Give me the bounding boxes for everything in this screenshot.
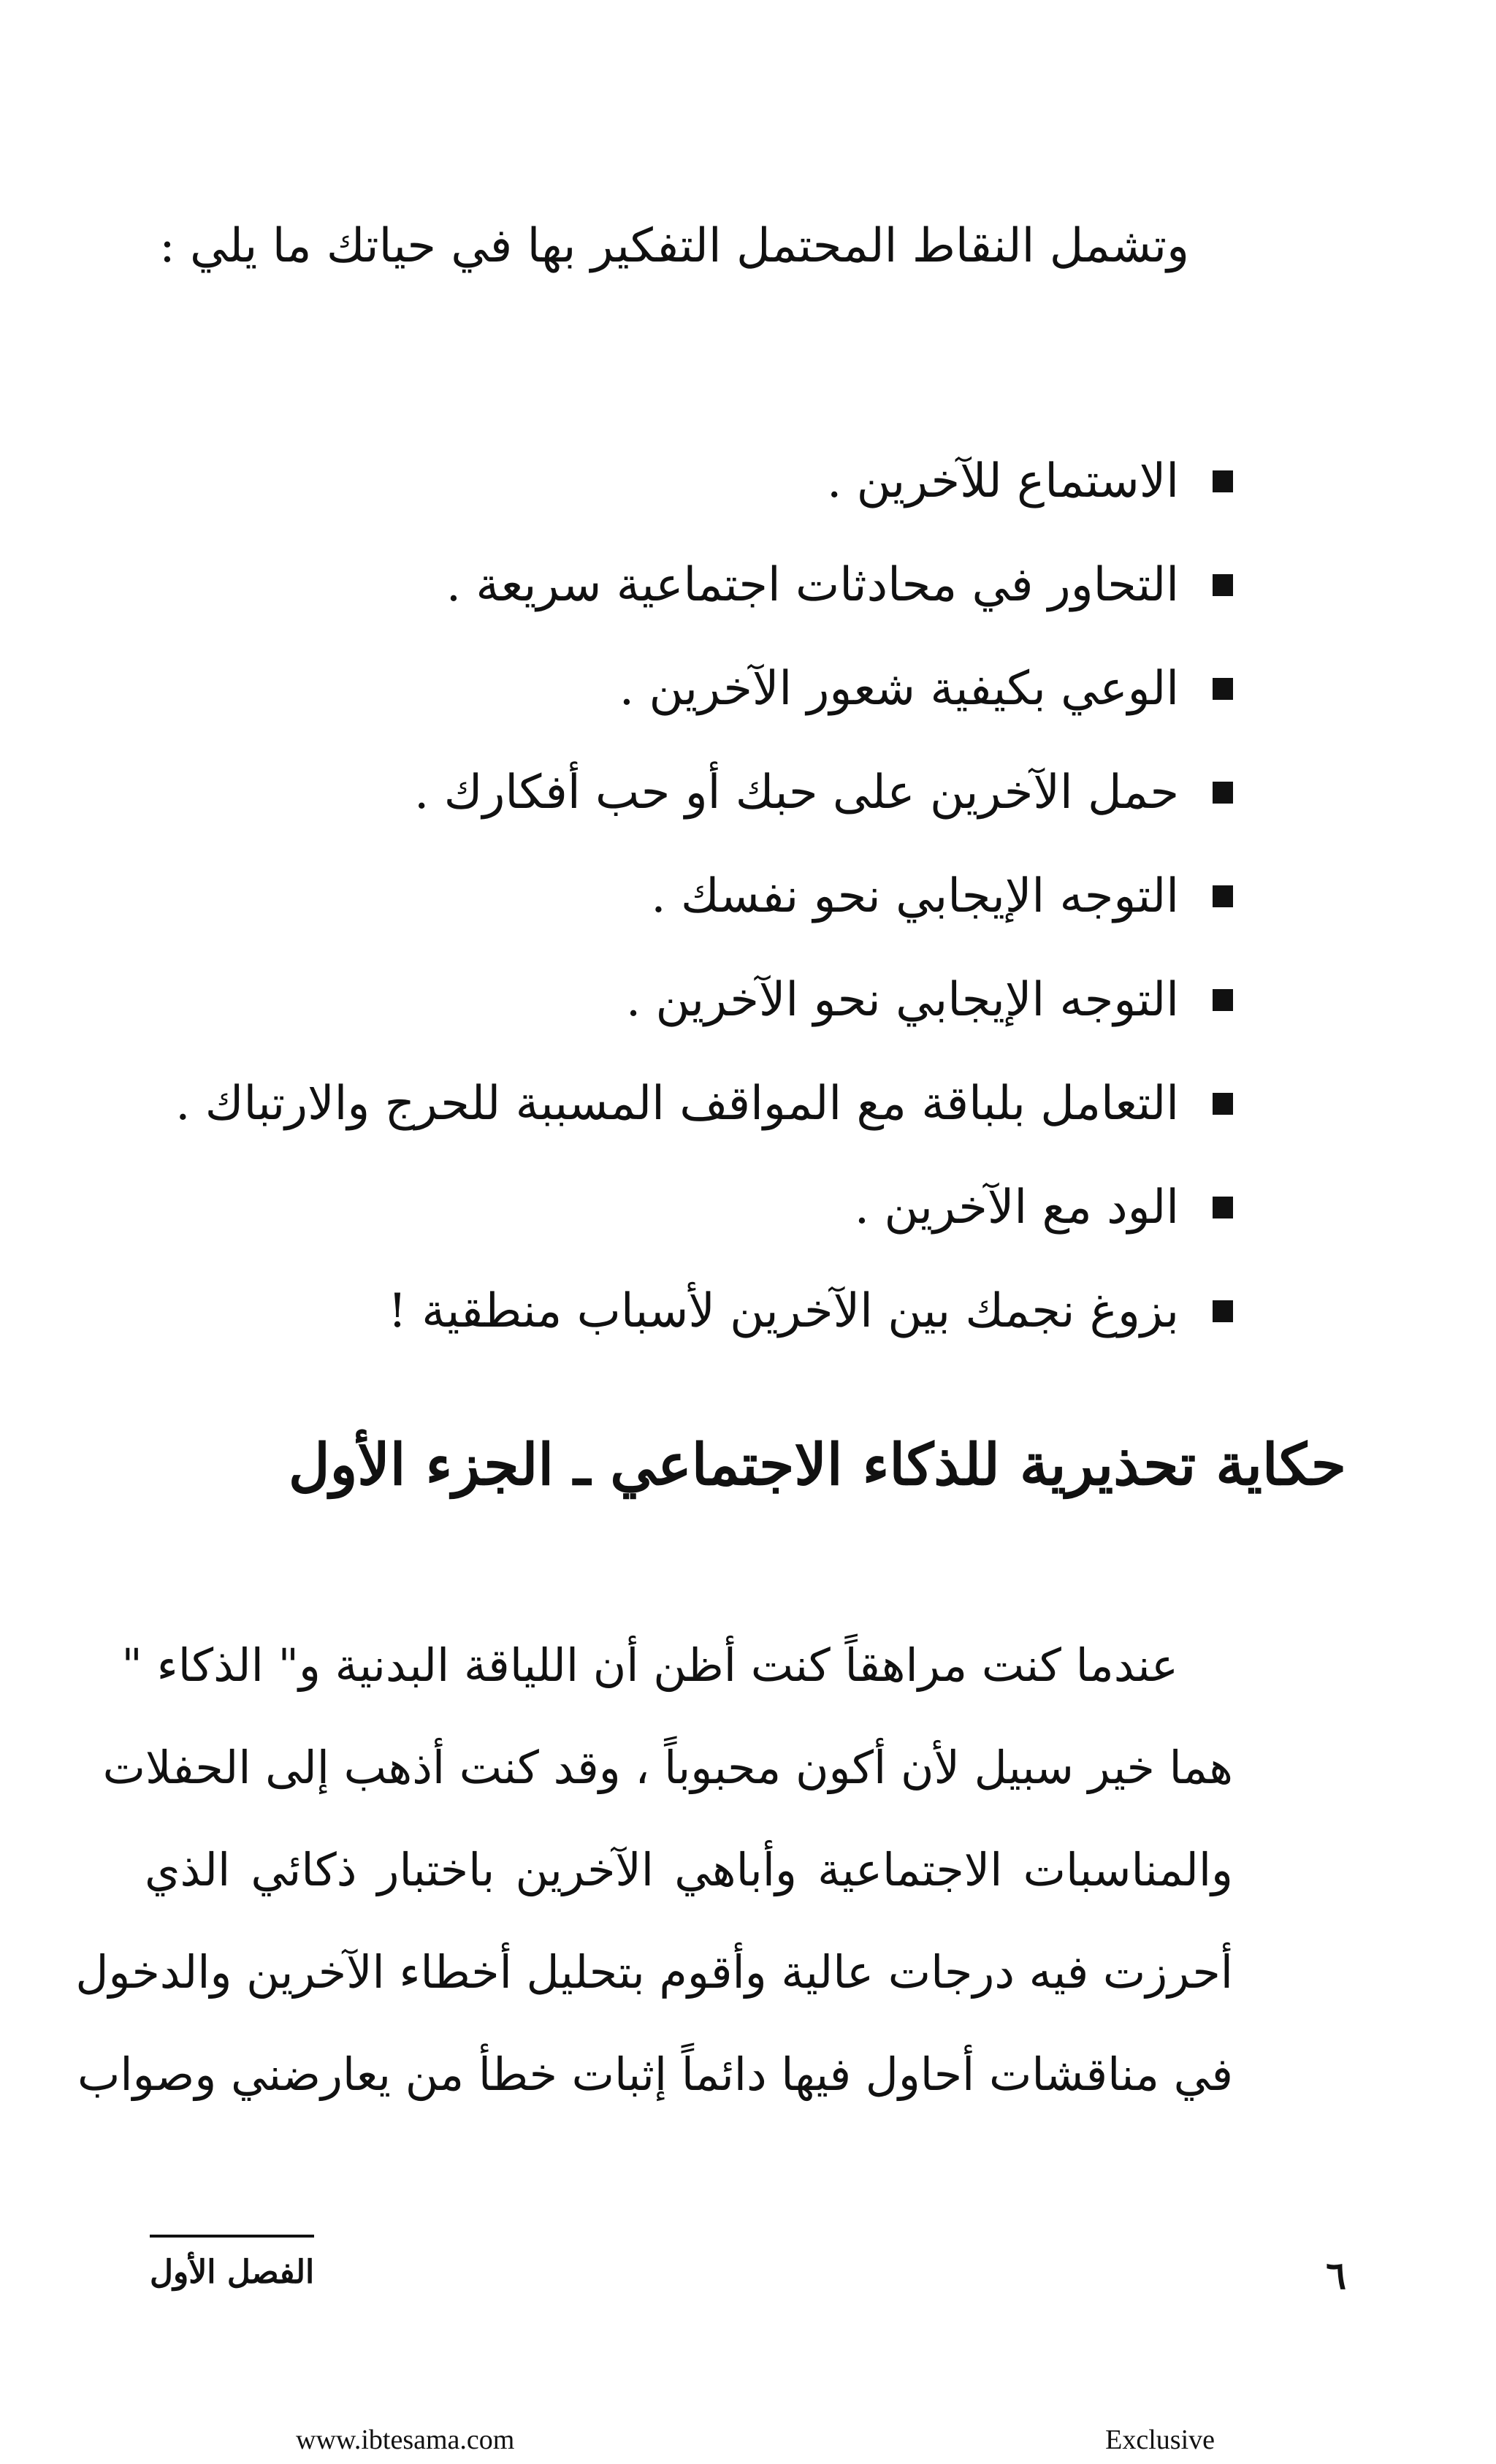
paragraph-line: والمناسبات الاجتماعية وأباهي الآخرين باختبار ذكائي الذي [145,1843,1233,1896]
paragraph-line: عندما كنت مراهقاً كنت أظن أن اللياقة البدنية و" الذكاء " [121,1639,1178,1692]
square-bullet-icon [1213,678,1233,700]
section-heading: حكاية تحذيرية للذكاء الاجتماعي ـ الجزء الأول [288,1432,1346,1498]
square-bullet-icon [1213,885,1233,907]
square-bullet-icon [1213,1300,1233,1322]
square-bullet-icon [1213,1197,1233,1218]
list-item [175,844,1233,948]
chapter-label: الفصل الأول [150,2254,315,2291]
intro-line: وتشمل النقاط المحتمل التفكير بها في حياتك ما يلي : [159,219,1189,273]
list-item-text: الوعي بكيفية شعور الآخرين . [619,662,1179,716]
square-bullet-icon [1213,782,1233,804]
paragraph-line: أحرزت فيه درجات عالية وأقوم بتحليل أخطاء الآخرين والدخول [75,1945,1233,1999]
list-item [175,430,1233,533]
list-item-text: حمل الآخرين على حبك أو حب أفكارك . [414,766,1179,820]
watermark-label: Exclusive [1105,2425,1215,2455]
list-item [175,637,1233,741]
list-item [175,533,1233,637]
list-item-text: التحاور في محادثات اجتماعية سريعة . [446,558,1179,612]
list-item-text: التوجه الإيجابي نحو نفسك . [651,869,1179,923]
body-paragraph [75,1614,1233,2126]
bullet-list [175,430,1233,1363]
list-item-text: بزوغ نجمك بين الآخرين لأسباب منطقية ! [388,1284,1179,1338]
list-item [175,948,1233,1052]
list-item [175,1156,1233,1259]
list-item-text: الاستماع للآخرين . [826,454,1179,508]
list-item [175,1259,1233,1363]
list-item-text: التعامل بلباقة مع المواقف المسببة للحرج والارتباك . [175,1077,1179,1131]
page-number: ٦ [1326,2254,1346,2298]
list-item-text: الود مع الآخرين . [854,1180,1179,1235]
square-bullet-icon [1213,470,1233,492]
paragraph-line: في مناقشات أحاول فيها دائماً إثبات خطأ من يعارضني وصواب [77,2048,1233,2101]
footer-divider [150,2235,314,2238]
list-item [175,741,1233,844]
square-bullet-icon [1213,574,1233,596]
square-bullet-icon [1213,1093,1233,1115]
watermark-url: www.ibtesama.com [296,2425,515,2455]
list-item-text: التوجه الإيجابي نحو الآخرين . [625,973,1179,1027]
square-bullet-icon [1213,989,1233,1011]
paragraph-line: هما خير سبيل لأن أكون محبوباً ، وقد كنت أذهب إلى الحفلات [102,1741,1233,1794]
list-item [175,1052,1233,1156]
